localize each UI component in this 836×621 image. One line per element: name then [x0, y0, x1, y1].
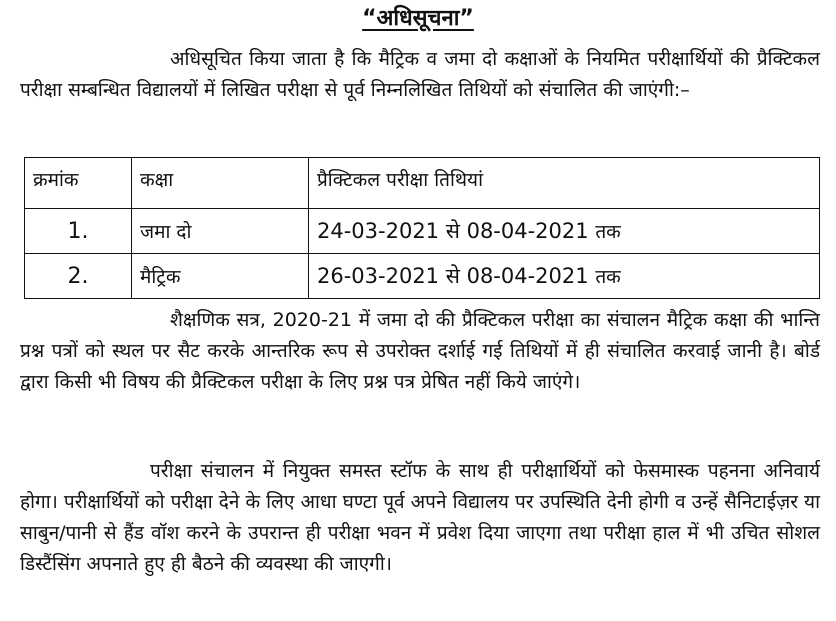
header-class: कक्षा [132, 158, 309, 209]
row-serial-number: 2. [25, 254, 132, 299]
document-title: “अधिसूचना” [362, 6, 474, 31]
academic-session-paragraph: शैक्षणिक सत्र, 2020-21 में जमा दो की प्रैक्टिकल परीक्षा का संचालन मैट्रिक कक्षा की भान्ति प्रश्न पत्रों को स्थल पर सैट करके आन्तरिक रूप से उपरोक्त दर्शाई गई तिथियों में ही संचालित करवाई जानी है। बोर्ड द्वारा किसी भी विषय की प्रैक्टिकल परीक्षा के लिए प्रश्न पत्र प्रेषित नहीं किये जाएंगे। [20, 309, 820, 393]
row-class: मैट्रिक [132, 254, 309, 299]
row-dates [309, 209, 820, 254]
row-serial-number: 1. [25, 209, 132, 254]
date-range: 24-03-2021 से 08-04-2021 [317, 219, 589, 243]
table-header-row [25, 158, 820, 209]
header-serial-number: क्रमांक [25, 158, 132, 209]
date-suffix: तक [595, 221, 621, 243]
row-class: जमा दो [132, 209, 309, 254]
table-row [25, 209, 820, 254]
table-row [25, 254, 820, 299]
date-range: 26-03-2021 से 08-04-2021 [317, 264, 589, 288]
row-dates [309, 254, 820, 299]
header-practical-dates: प्रैक्टिकल परीक्षा तिथियां [309, 158, 820, 209]
intro-paragraph: अधिसूचित किया जाता है कि मैट्रिक व जमा दो कक्षाओं के नियमित परीक्षार्थियों की प्रैक्टिकल परीक्षा सम्बन्धित विद्यालयों में लिखित परीक्षा से पूर्व निम्नलिखित तिथियों को संचालित की जाएंगी:– [20, 48, 820, 101]
covid-guidelines-paragraph: परीक्षा संचालन में नियुक्त समस्त स्टॉफ के साथ ही परीक्षार्थियों को फेसमास्क पहनना अनिवार्य होगा। परीक्षार्थियों को परीक्षा देने के लिए आधा घण्टा पूर्व अपने विद्यालय पर उपस्थिति देनी होगी व उन्हें सैनिटाईज़र या साबुन/पानी से हैंड वॉश करने के उपरान्त ही परीक्षा भवन में प्रवेश दिया जाएगा तथा परीक्षा हाल में भी उचित सोशल डिस्टैंसिंग अपनाते हुए ही बैठने की व्यवस्था की जाएगी। [20, 460, 820, 575]
practical-exam-schedule-table [24, 157, 820, 299]
date-suffix: तक [595, 266, 621, 288]
